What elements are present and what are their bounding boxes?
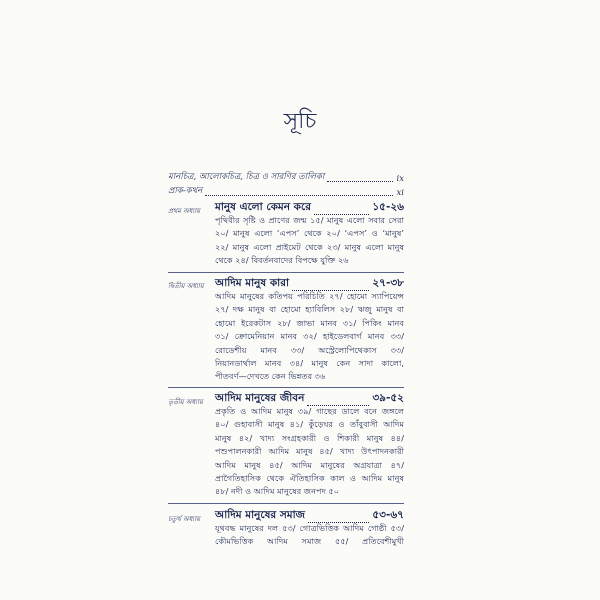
- leader-dots: [205, 195, 393, 196]
- chapter-title: আদিম মানুষের সমাজ: [215, 509, 306, 521]
- front-matter-label: প্রাক-কথন: [168, 186, 203, 196]
- contents-line: পশুপালনকারী আদিম মানুষ ৪৫/ খাদ্য উৎপাদনকারী: [215, 446, 404, 457]
- contents-line: যূথবদ্ধ মানুষের দল ৫৩/ গোত্রভিত্তিক আদিম গোষ্ঠী ৫৩/: [215, 523, 404, 533]
- contents-line: আদিম মানুষ ৪৫/ আদিম মানুষের অগ্রযাত্রা ৪৭/: [215, 459, 404, 470]
- chapter-title: আদিম মানুষ কারা: [215, 277, 290, 289]
- chapter-label: তৃতীয় অধ্যায়: [168, 398, 203, 406]
- contents-line: হোমো ইরেকটাস ২৮/ জাভা মানব ৩১/ পিকিং মানব: [215, 317, 404, 328]
- chapter-page-range: ৫৩-৬৭: [372, 509, 404, 521]
- chapter-page-range: ১৫-২৬: [372, 201, 404, 213]
- chapter-page-range: ৩৯-৫২: [372, 392, 404, 404]
- contents-line: ২০/ মানুষ এলো ‘এপস’ থেকে ২০/ ‘এপস’ ও ‘মানুষ’: [215, 228, 404, 239]
- front-matter-page: ix: [396, 174, 404, 184]
- contents-line: প্রকৃতি ও আদিম মানুষ ৩৯/ গাছের ডালে বনে জঙ্গলে: [215, 406, 404, 416]
- section-divider: [168, 503, 404, 504]
- contents-line: মানুষ ৪২/ খাদ্য সংগ্রহকারী ও শিকারী মানুষ ৪৪/: [215, 432, 404, 443]
- chapter-title: মানুষ এলো কেমন করে: [215, 201, 312, 213]
- contents-line: প্রাগৈতিহাসিক থেকে ঐতিহাসিক কাল ও আদিম মানুষ: [215, 473, 404, 484]
- chapter-label: দ্বিতীয় অধ্যায়: [168, 282, 204, 290]
- leader-dots: [327, 181, 393, 182]
- section-divider: [168, 387, 404, 388]
- chapter-title: আদিম মানুষের জীবন: [215, 392, 305, 404]
- contents-line: ২২/ মানুষ এলো প্রাইমেট থেকে ২৩/ মানুষ এলো মানুষ: [215, 241, 404, 252]
- contents-line: আদিম মানুষের কতিপয় পরিচিতি ২৭/ হোমো স্যাপিয়েন্স: [215, 291, 404, 301]
- front-matter-item: [168, 184, 404, 198]
- contents-line: ৪৮/ নদী ও আদিম মানুষের জনপদ ৫০: [215, 486, 340, 497]
- contents-line: রোডেশীয় মানব ৩৩/ অস্ট্রেলোপিথেকাস ৩৩/: [215, 344, 404, 355]
- front-matter-label: মানচিত্র, আলোকচিত্র, চিত্র ও সারণির তালিকা: [168, 172, 325, 182]
- contents-line: নিয়ানডার্থাল মানব ৩৪/ মানুষ কেন সাদা কালো,: [215, 358, 404, 369]
- chapter-label: চতুর্থ অধ্যায়: [168, 515, 200, 523]
- contents-line: থেকে ২৪/ বিবর্তনবাদের বিপক্ষে যুক্তি ২৬: [215, 255, 349, 266]
- page-title: সূচি: [283, 109, 317, 134]
- chapter-contents: [215, 214, 404, 268]
- chapter-contents: [215, 290, 404, 384]
- contents-line: পৃথিবীর সৃষ্টি ও প্রাণের জন্ম ১৫/ মানুষ এলো সবার সেরা: [215, 215, 404, 225]
- contents-line: ২৭/ দক্ষ মানুষ বা হোমো হ্যাবিলিস ২৮/ ঋজু মানুষ বা: [215, 304, 404, 315]
- contents-line: ৪০/ গুহাবাসী মানুষ ৪১/ কুঁড়েঘর ও তাঁবুবাসী আদিম: [215, 419, 404, 430]
- chapter-contents: [215, 405, 404, 499]
- front-matter-item: [168, 170, 404, 184]
- chapter-label: প্রথম অধ্যায়: [168, 207, 201, 215]
- contents-line: ৩১/ ক্রোমেনিয়ান মানব ৩২/ হাইডেলবার্গ মানব ৩৩/: [215, 331, 404, 342]
- chapter-contents: [215, 522, 404, 549]
- section-divider: [168, 272, 404, 273]
- chapter-page-range: ২৭-৩৮: [372, 277, 404, 289]
- contents-line: পীতবর্ণ—দেখতে কেন ভিন্নতর ৩৬: [215, 371, 326, 382]
- contents-line: কৌমভিত্তিক আদিম সমাজ ৫৫/ প্রতিবেশীমুখী: [215, 536, 404, 547]
- front-matter-page: xi: [396, 188, 404, 198]
